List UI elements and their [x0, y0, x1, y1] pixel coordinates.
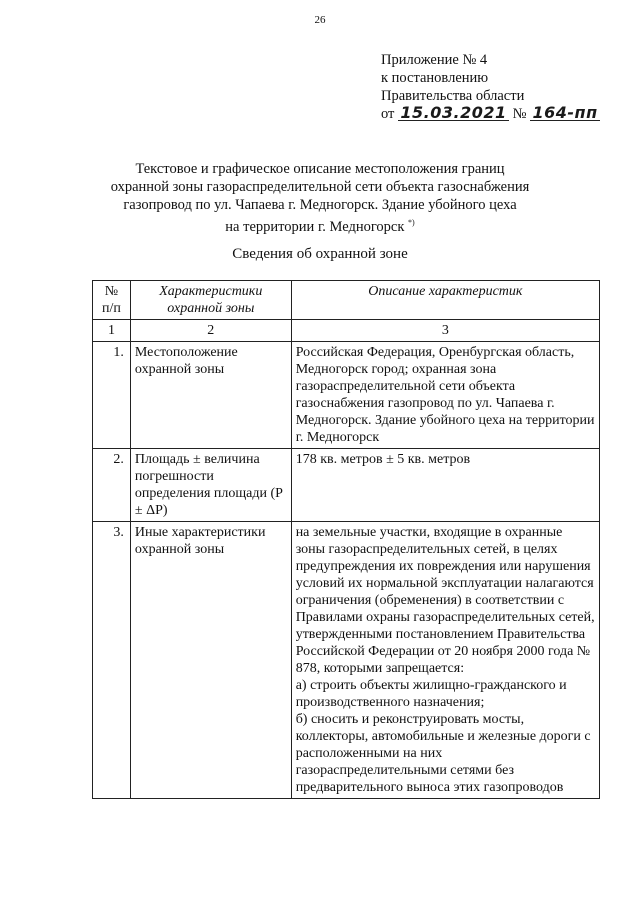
header-number: № п/п	[93, 281, 131, 320]
appendix-block	[381, 51, 600, 123]
row-number: 1.	[93, 342, 131, 449]
table-row	[93, 522, 600, 799]
row-description: Российская Федерация, Оренбургская область, Медногорск город; охранная зона газораспределительной сети объекта газоснабжения газопровод по ул. Чапаева г. Медногорск. Здание убойного цеха на территории г. Медногорск	[291, 342, 599, 449]
header-characteristic: Характеристики охранной зоны	[130, 281, 291, 320]
title-line-1: Текстовое и графическое описание местоположения границ	[135, 161, 505, 177]
appendix-line-1: Приложение № 4	[381, 52, 488, 68]
document-title	[90, 160, 550, 236]
section-subtitle: Сведения об охранной зоне	[232, 246, 408, 262]
row-number: 3.	[93, 522, 131, 799]
handwritten-date: 15.03.2021	[400, 103, 507, 122]
row-description: 178 кв. метров ± 5 кв. метров	[291, 449, 599, 522]
column-number: 1	[93, 320, 131, 342]
header-description: Описание характеристик	[291, 281, 599, 320]
date-prefix: от	[381, 106, 395, 122]
table-row	[93, 342, 600, 449]
title-line-3: газопровод по ул. Чапаева г. Медногорск. Здание убойного цеха	[123, 197, 517, 213]
appendix-date-line	[381, 105, 600, 123]
table-header-row	[93, 281, 600, 320]
column-number-row	[93, 320, 600, 342]
table-row	[93, 449, 600, 522]
title-line-4-text: на территории г. Медногорск	[225, 218, 405, 235]
appendix-line-2: к постановлению	[381, 70, 489, 86]
appendix-line-3: Правительства области	[381, 88, 525, 104]
row-characteristic: Иные характеристики охранной зоны	[130, 522, 291, 799]
row-description: на земельные участки, входящие в охранные зоны газораспределительных сетей, в целях предупреждения их повреждения или нарушения условий их нормальной эксплуатации налагаются ограничения (обременения) в соответствии с Правилами охраны газораспределительных сетей, утвержденными постановлением Правительства Российской Федерации от 20 ноября 2000 года № 878, которыми запрещается: а) строить объекты жилищно-гражданского и производственного назначения; б) сносить и реконструировать мосты, коллекторы, автомобильные и железные дороги с расположенными на них газораспределительными сетями без предварительного выноса этих газопроводов	[291, 522, 599, 799]
footnote-mark: *)	[408, 218, 415, 227]
row-characteristic: Площадь ± величина погрешности определения площади (Р ± ΔР)	[130, 449, 291, 522]
handwritten-number: 164-пп	[532, 103, 598, 122]
row-characteristic: Местоположение охранной зоны	[130, 342, 291, 449]
page-number: 26	[314, 14, 326, 26]
title-line-4	[90, 214, 550, 236]
row-number: 2.	[93, 449, 131, 522]
number-prefix: №	[512, 106, 527, 122]
zone-info-table	[92, 280, 600, 799]
title-line-2: охранной зоны газораспределительной сети объекта газоснабжения	[110, 179, 530, 195]
column-number: 3	[291, 320, 599, 342]
column-number: 2	[130, 320, 291, 342]
